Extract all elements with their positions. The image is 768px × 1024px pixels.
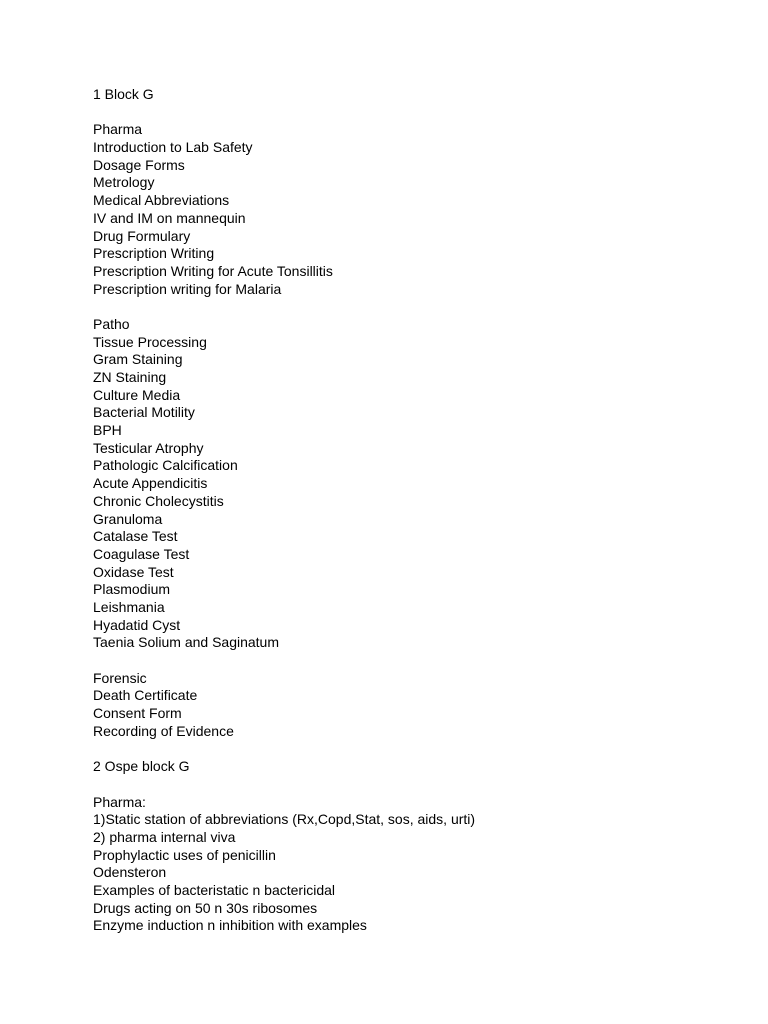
list-item: Leishmania — [93, 598, 165, 615]
list-item: Medical Abbreviations — [93, 192, 230, 209]
list-item: Death Certificate — [93, 687, 198, 704]
list — [93, 811, 733, 935]
list-item: Consent Form — [93, 705, 182, 722]
list-item: Odensteron — [93, 864, 167, 881]
list-item: Coagulase Test — [93, 545, 190, 562]
list-item: Chronic Cholecystitis — [93, 492, 224, 509]
list-item: 2) pharma internal viva — [93, 828, 236, 845]
list-item: Enzyme induction n inhibition with examples — [93, 917, 367, 934]
list-item: Recording of Evidence — [93, 722, 234, 739]
list-item: Taenia Solium and Saginatum — [93, 634, 280, 651]
section-heading: Pharma: — [93, 793, 146, 810]
list-item: Drugs acting on 50 n 30s ribosomes — [93, 899, 318, 916]
document-title: 1 Block G — [93, 86, 154, 102]
section-ospe-pharma — [93, 794, 733, 936]
spacer — [93, 298, 733, 316]
section-heading: Patho — [93, 315, 130, 332]
section-heading: Pharma — [93, 121, 143, 138]
ospe-title: 2 Ospe block G — [93, 758, 190, 775]
list-item: Plasmodium — [93, 581, 171, 598]
spacer — [93, 104, 733, 122]
list-item: Examples of bacteristatic n bactericidal — [93, 881, 335, 898]
list-item: ZN Staining — [93, 369, 167, 385]
list-item: Gram Staining — [93, 351, 183, 368]
list-item: Prescription Writing — [93, 245, 215, 262]
list-item: BPH — [93, 422, 122, 439]
list-item: IV and IM on mannequin — [93, 209, 246, 226]
list-item: Hyadatid Cyst — [93, 616, 181, 633]
section-patho — [93, 316, 733, 652]
spacer — [93, 776, 733, 794]
list-item: Bacterial Motility — [93, 404, 195, 421]
list — [93, 334, 733, 652]
list-item: Drug Formulary — [93, 227, 191, 244]
list — [93, 687, 733, 740]
list-item: Catalase Test — [93, 528, 178, 545]
list-item: Introduction to Lab Safety — [93, 139, 253, 156]
list-item: Prescription writing for Malaria — [93, 280, 282, 297]
spacer — [93, 740, 733, 758]
list-item: Granuloma — [93, 510, 163, 527]
list-item: Acute Appendicitis — [93, 475, 208, 492]
list-item: Pathologic Calcification — [93, 457, 238, 474]
list-item: Testicular Atrophy — [93, 439, 204, 456]
list-item: 1)Static station of abbreviations (Rx,Copd,Stat, sos, aids, urti) — [93, 811, 476, 828]
list-item: Culture Media — [93, 386, 181, 403]
document-page — [93, 86, 733, 935]
section-heading: Forensic — [93, 669, 147, 686]
list-item: Metrology — [93, 174, 155, 191]
section-pharma — [93, 121, 733, 298]
list-item: Tissue Processing — [93, 333, 207, 350]
list-item: Oxidase Test — [93, 563, 174, 580]
list-item: Prescription Writing for Acute Tonsillitis — [93, 262, 333, 279]
section-forensic — [93, 670, 733, 741]
list — [93, 139, 733, 298]
list-item: Dosage Forms — [93, 156, 185, 173]
spacer — [93, 652, 733, 670]
list-item: Prophylactic uses of penicillin — [93, 846, 276, 863]
